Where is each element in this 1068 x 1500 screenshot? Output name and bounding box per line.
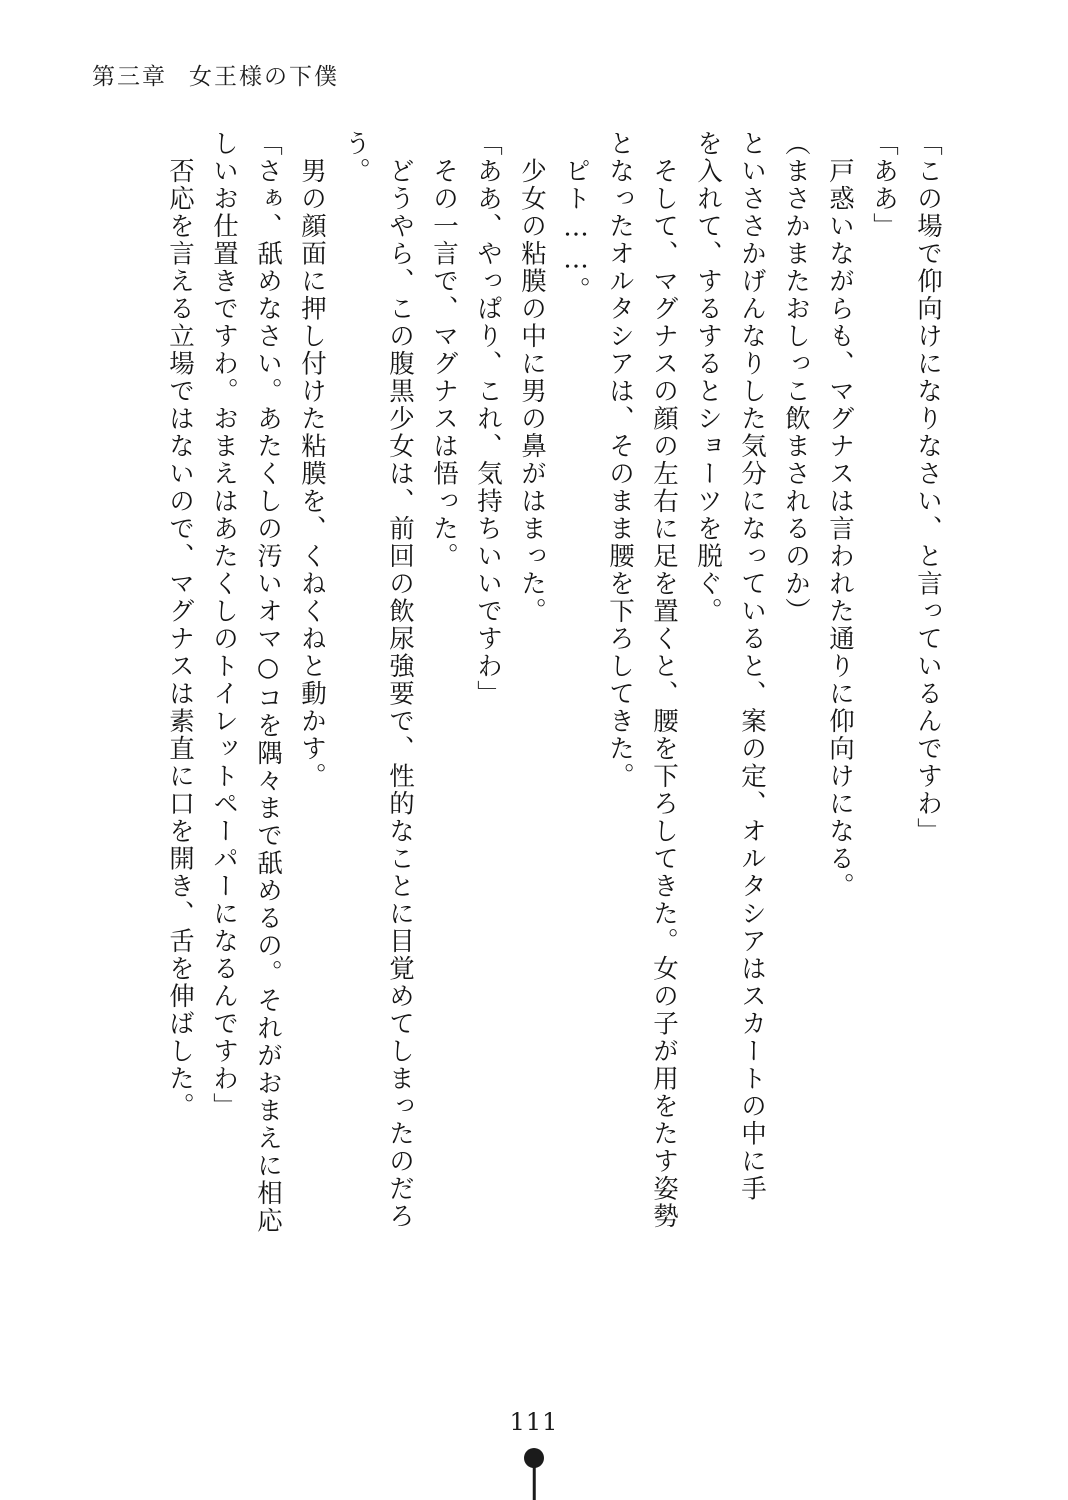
pin-mark-stem (533, 1466, 536, 1500)
text-column: しいお仕置きですわ。おまえはあたくしのトイレットペーパーになるんですわ」 (209, 130, 239, 1120)
text-column: となったオルタシアは、そのまま腰を下ろしてきた。 (605, 130, 635, 790)
chapter-title: 女王様の下僕 (189, 64, 339, 90)
text-column: 男の顔面に押し付けた粘膜を、くねくねと動かす。 (297, 130, 327, 790)
page-number: 111 (509, 1408, 559, 1436)
text-column: ピト……。 (561, 130, 591, 304)
pin-mark-icon (521, 1448, 547, 1500)
text-column: 「ああ」 (869, 130, 899, 240)
text-column: といささかげんなりした気分になっていると、案の定、オルタシアはスカートの中に手 (737, 130, 767, 1203)
text-column: どうやら、この腹黒少女は、前回の飲尿強要で、性的なことに目覚めてしまったのだろ (385, 130, 415, 1230)
pin-mark-head (524, 1448, 544, 1468)
text-column: 戸惑いながらも、マグナスは言われた通りに仰向けになる。 (825, 130, 855, 900)
text-column: その一言で、マグナスは悟った。 (429, 130, 459, 570)
text-column: 「ああ、やっぱり、これ、気持ちいいですわ」 (473, 130, 503, 708)
running-header (92, 58, 339, 91)
text-column: 「さぁ、舐めなさい。あたくしの汚いオマ○コを隅々まで舐めるの。それがおまえに相応 (253, 130, 283, 1235)
text-column: う。 (341, 130, 371, 185)
chapter-number: 第三章 (92, 64, 167, 90)
vertical-text-body (80, 130, 943, 1360)
text-column: 少女の粘膜の中に男の鼻がはまった。 (517, 130, 547, 625)
text-column: を入れて、するするとショーツを脱ぐ。 (693, 130, 723, 625)
text-column: （まさかまたおしっこ飲まされるのか） (781, 130, 811, 625)
text-column: 否応を言える立場ではないので、マグナスは素直に口を開き、舌を伸ばした。 (165, 130, 195, 1120)
text-column: そして、マグナスの顔の左右に足を置くと、腰を下ろしてきた。女の子が用をたす姿勢 (649, 130, 679, 1230)
text-column: 「この場で仰向けになりなさい、と言っているんですわ」 (913, 130, 943, 845)
